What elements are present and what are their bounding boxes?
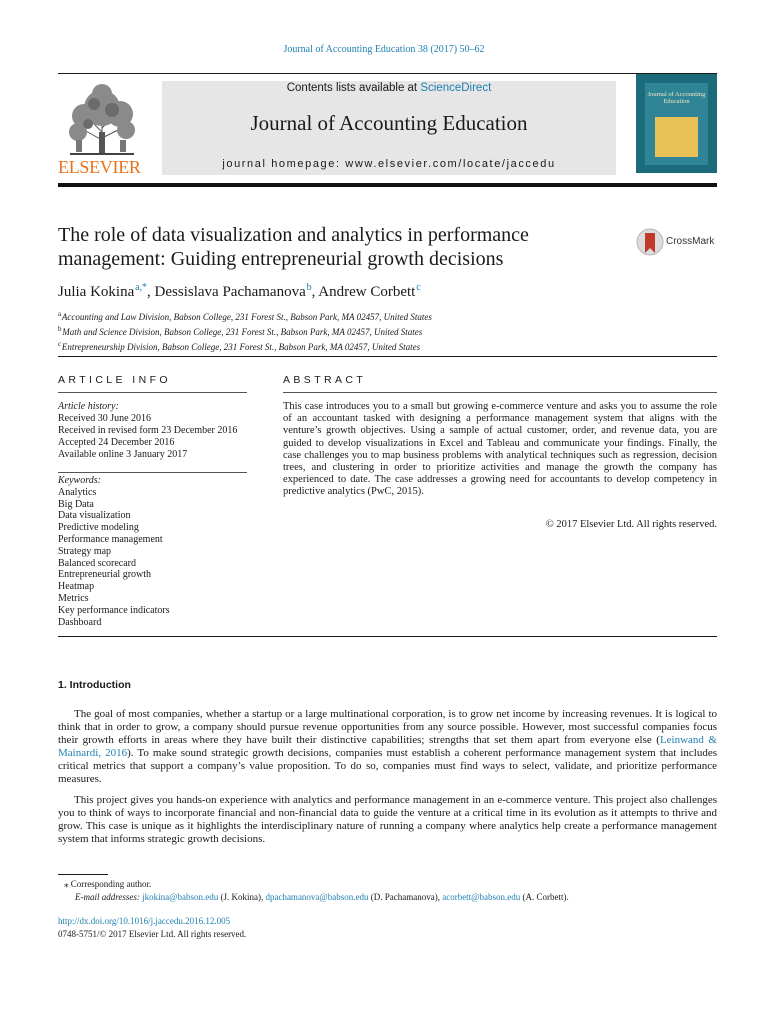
history-label: Article history: (58, 401, 119, 412)
affiliation-text: Entrepreneurship Division, Babson College, 231 Forest St., Babson Park, MA 02457, United States (61, 342, 421, 352)
abstract-copyright: © 2017 Elsevier Ltd. All rights reserved. (545, 519, 717, 530)
email-owner: (J. Kokina), (218, 892, 266, 902)
affiliation-list (58, 308, 432, 353)
affiliation-item (58, 323, 432, 338)
abstract-bottom-rule (58, 636, 717, 637)
crossmark-button[interactable] (636, 227, 718, 257)
email-label: E-mail addresses: (75, 892, 143, 902)
author-name[interactable]: Andrew Corbett (318, 284, 416, 300)
email-owner: (A. Corbett). (520, 892, 569, 902)
journal-title: Journal of Accounting Education (250, 111, 528, 135)
keyword-item: Performance management (58, 533, 163, 545)
keyword-item: Key performance indicators (58, 604, 170, 616)
author-name[interactable]: Dessislava Pachamanova (154, 284, 306, 300)
abstract-body: This case introduces you to a small but growing e-commerce venture and asks you to assume the role of an accountant tasked with designing a performance management system that aligns with the venture’s growth objectives. Using a sample of actual customer, order, and revenue data, you are guided to develop visualizations in Excel and Tableau and communicate your findings. Finally, the case challenges you to map business problems with analytical techniques such as regression, decision trees, and clustering in order to prioritize activities and manage the growth the company has experienced to date. The case addresses a growing need for accountants to develop competency in predictive analytics (PwC, 2015). (283, 401, 717, 498)
keyword-list (58, 475, 170, 628)
keyword-item: Data visualization (58, 510, 131, 522)
email-link[interactable]: dpachamanova@babson.edu (265, 892, 369, 902)
keyword-item: Entrepreneurial growth (58, 569, 152, 581)
journal-homepage-link[interactable]: journal homepage: www.elsevier.com/locate/jaccedu (222, 158, 556, 170)
affiliation-item (58, 308, 432, 323)
journal-masthead (162, 81, 616, 175)
keyword-item: Balanced scorecard (58, 557, 137, 569)
publisher-name: ELSEVIER (58, 157, 141, 177)
article-info-heading: ARTICLE INFO (58, 374, 171, 386)
article-title-line-2: management: Guiding entrepreneurial growth decisions (58, 248, 504, 270)
email-link[interactable]: jkokina@babson.edu (142, 892, 219, 902)
contents-availability (162, 82, 616, 94)
article-title-line-1: The role of data visualization and analytics in performance (58, 224, 529, 246)
paragraph-text: The goal of most companies, whether a startup or a large multinational corporation, is to grow net income by increasing revenues. It is logical to think that in order to grow, a company should pursue revenue opportunities from any source possible. However, most successful companies focus their growth efforts in areas where they have built their distinctive capabilities; strengths that set them apart from everyone else ( (58, 708, 717, 746)
citation-link[interactable]: Leinwand & Mainardi, 2016 (58, 734, 717, 759)
author-list (58, 282, 421, 301)
author-separator: , (147, 284, 155, 300)
keywords-label: Keywords: (58, 475, 101, 486)
history-item: Available online 3 January 2017 (58, 449, 188, 460)
author-name[interactable]: Julia Kokina (58, 284, 135, 300)
email-owner: (D. Pachamanova), (368, 892, 443, 902)
email-addresses (75, 892, 569, 902)
keyword-item: Strategy map (58, 545, 112, 557)
keyword-item: Heatmap (58, 581, 95, 593)
section-rule (58, 356, 717, 357)
cover-graphic (655, 117, 698, 157)
paragraph-text: ). To make sound strategic growth decisions, companies must establish a coherent performance management system that includes critical metrics that support a company’s value proposition. To do so, companies must find ways to select, validate, and prioritize performance measures. (58, 747, 717, 785)
keyword-item: Analytics (58, 486, 97, 498)
article-title (58, 223, 618, 271)
author-sup-text[interactable]: b (306, 282, 312, 293)
issn-copyright: 0748-5751/© 2017 Elsevier Ltd. All rights reserved. (58, 929, 247, 939)
section-heading-introduction: 1. Introduction (58, 679, 131, 691)
affiliation-item (58, 338, 432, 353)
author-separator: , (311, 284, 319, 300)
sciencedirect-link[interactable]: ScienceDirect (420, 82, 492, 94)
cover-title: Journal of Accounting Education (647, 91, 706, 105)
crossmark-label: CrossMark (666, 236, 715, 247)
email-link[interactable]: acorbett@babson.edu (442, 892, 521, 902)
contents-prefix: Contents lists available at (286, 82, 421, 94)
affiliation-text: Accounting and Law Division, Babson College, 231 Forest St., Babson Park, MA 02457, United States (61, 312, 432, 322)
affiliation-text: Math and Science Division, Babson College, 231 Forest St., Babson Park, MA 02457, United States (62, 327, 423, 337)
abstract-rule (283, 392, 717, 393)
affiliation-mark: c (58, 340, 62, 348)
intro-paragraph-1 (58, 708, 717, 786)
keyword-item: Dashboard (58, 616, 102, 628)
journal-citation-link[interactable]: Journal of Accounting Education 38 (2017) 50–62 (283, 44, 485, 55)
history-item: Accepted 24 December 2016 (58, 437, 175, 448)
cover-panel (645, 83, 708, 165)
author-sup-text[interactable]: a,* (135, 282, 148, 293)
author-affiliation-marker[interactable] (134, 282, 147, 293)
history-item: Received in revised form 23 December 2016 (58, 425, 238, 436)
keyword-item: Metrics (58, 592, 89, 604)
journal-cover-image (636, 74, 717, 173)
doi-link[interactable]: http://dx.doi.org/10.1016/j.jaccedu.2016.12.005 (58, 916, 231, 926)
author-affiliation-marker[interactable] (415, 282, 420, 293)
article-info-rule (58, 392, 247, 393)
keywords-rule (58, 472, 247, 473)
keyword-item: Big Data (58, 498, 94, 510)
author-sup-text[interactable]: c (416, 282, 421, 293)
article-history (58, 401, 237, 461)
history-item: Received 30 June 2016 (58, 413, 152, 424)
affiliation-mark: b (58, 325, 62, 333)
footnote-rule (58, 874, 108, 875)
corresponding-author-note: ⁎ Corresponding author. (64, 879, 152, 889)
abstract-heading: ABSTRACT (283, 374, 367, 386)
keyword-item: Predictive modeling (58, 522, 139, 534)
masthead-rule (58, 183, 717, 187)
crossmark-icon (636, 227, 664, 257)
intro-paragraph-2: This project gives you hands-on experience with analytics and performance management in an e-commerce venture. This project also challenges you to think of ways to incorporate financial and non-financial data to guide the venture at a critical time in its evolution as it attempts to thrive and grow. This case is unique as it highlights the interdisciplinary nature of running a company where analytics help create a performance management system that informs strategic growth decisions. (58, 794, 717, 845)
top-rule (58, 73, 717, 74)
affiliation-mark: a (58, 310, 62, 318)
